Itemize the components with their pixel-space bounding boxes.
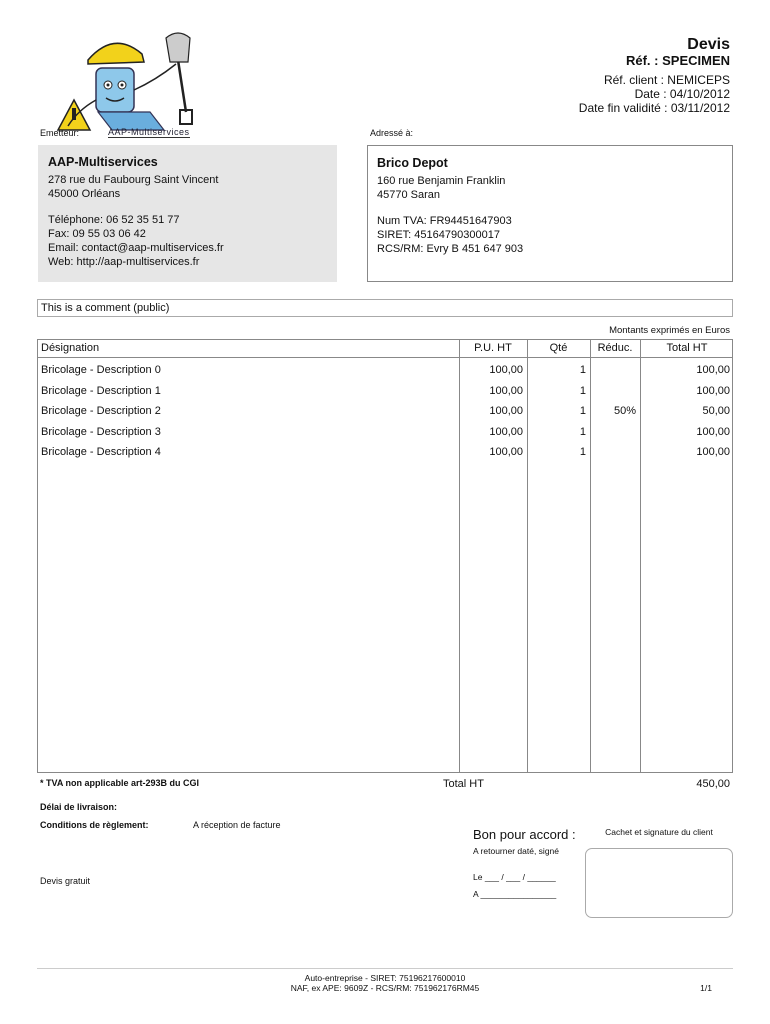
header-discount: Réduc. — [597, 342, 633, 354]
recipient-siret: SIRET: 45164790300017 — [377, 229, 500, 241]
sender-name: AAP-Multiservices — [48, 155, 158, 169]
recipient-name: Brico Depot — [377, 156, 448, 170]
row-unit-price: 100,00 — [489, 446, 523, 458]
recipient-tva: Num TVA: FR94451647903 — [377, 215, 512, 227]
row-designation: Bricolage - Description 2 — [41, 405, 161, 417]
row-unit-price: 100,00 — [489, 405, 523, 417]
recipient-rcs: RCS/RM: Evry B 451 647 903 — [377, 243, 524, 255]
delivery-label: Délai de livraison: — [40, 802, 118, 812]
payment-label: Conditions de règlement: — [40, 820, 149, 830]
recipient-address2: 45770 Saran — [377, 189, 440, 201]
validity-date: Date fin validité : 03/11/2012 — [578, 101, 730, 115]
row-designation: Bricolage - Description 0 — [41, 364, 161, 376]
row-designation: Bricolage - Description 4 — [41, 446, 161, 458]
client-ref: Réf. client : NEMICEPS — [603, 73, 730, 87]
row-total: 100,00 — [696, 384, 730, 397]
total-value: 450,00 — [696, 778, 730, 790]
header-designation: Désignation — [41, 342, 100, 354]
sender-web: Web: http://aap-multiservices.fr — [48, 256, 200, 268]
document-ref: Réf. : SPECIMEN — [625, 53, 730, 68]
footer-line1: Auto-entreprise - SIRET: 75196217600010 — [304, 973, 466, 983]
footer-divider — [37, 968, 733, 969]
row-quantity: 1 — [579, 364, 586, 376]
row-discount: 50% — [613, 405, 636, 417]
sender-address2: 45000 Orléans — [48, 188, 121, 200]
row-unit-price: 100,00 — [489, 425, 523, 438]
recipient-address1: 160 rue Benjamin Franklin — [377, 175, 506, 187]
row-total: 100,00 — [696, 446, 730, 458]
row-unit-price: 100,00 — [489, 364, 523, 376]
amounts-note: Montants exprimés en Euros — [609, 325, 730, 336]
row-quantity: 1 — [579, 384, 586, 397]
sender-fax: Fax: 09 55 03 06 42 — [48, 228, 146, 240]
company-logo — [38, 30, 218, 142]
agreement-subtitle: A retourner daté, signé — [473, 846, 560, 856]
sender-box — [38, 145, 337, 282]
sender-email: Email: contact@aap-multiservices.fr — [48, 242, 224, 254]
row-total: 100,00 — [696, 425, 730, 438]
total-label: Total HT — [443, 778, 484, 790]
row-unit-price: 100,00 — [489, 384, 523, 397]
agreement-place-line: A ________________ — [473, 889, 557, 899]
row-quantity: 1 — [579, 405, 586, 417]
row-total: 100,00 — [696, 364, 730, 376]
stamp-label: Cachet et signature du client — [605, 827, 713, 837]
footer-line2: NAF, ex APE: 9609Z - RCS/RM: 751962176RM45 — [290, 983, 480, 993]
free-quote-note: Devis gratuit — [40, 876, 91, 886]
agreement-title: Bon pour accord : — [473, 827, 576, 842]
tva-note: * TVA non applicable art-293B du CGI — [40, 778, 200, 788]
row-total: 50,00 — [702, 405, 730, 417]
recipient-box — [367, 145, 733, 282]
document-date: Date : 04/10/2012 — [634, 87, 730, 101]
document-title: Devis — [687, 36, 730, 53]
sender-address1: 278 rue du Faubourg Saint Vincent — [48, 174, 219, 186]
emetteur-label: Emetteur: — [40, 128, 80, 138]
agreement-date-line: Le ___ / ___ / ______ — [473, 872, 556, 882]
public-comment: This is a comment (public) — [37, 299, 733, 317]
adresse-label: Adressé à: — [370, 128, 414, 138]
row-designation: Bricolage - Description 1 — [41, 384, 161, 397]
row-designation: Bricolage - Description 3 — [41, 425, 161, 438]
payment-value: A réception de facture — [193, 820, 281, 830]
header-total: Total HT — [666, 342, 708, 354]
signature-box — [585, 848, 733, 918]
row-quantity: 1 — [579, 446, 586, 458]
sender-phone: Téléphone: 06 52 35 51 77 — [48, 214, 180, 226]
page-number: 1/1 — [700, 983, 712, 993]
header-pu: P.U. HT — [474, 342, 512, 354]
items-table — [37, 339, 733, 773]
logo-text: AAP-Multiservices — [108, 127, 190, 137]
header-qty: Qté — [549, 342, 568, 354]
row-quantity: 1 — [579, 425, 586, 438]
